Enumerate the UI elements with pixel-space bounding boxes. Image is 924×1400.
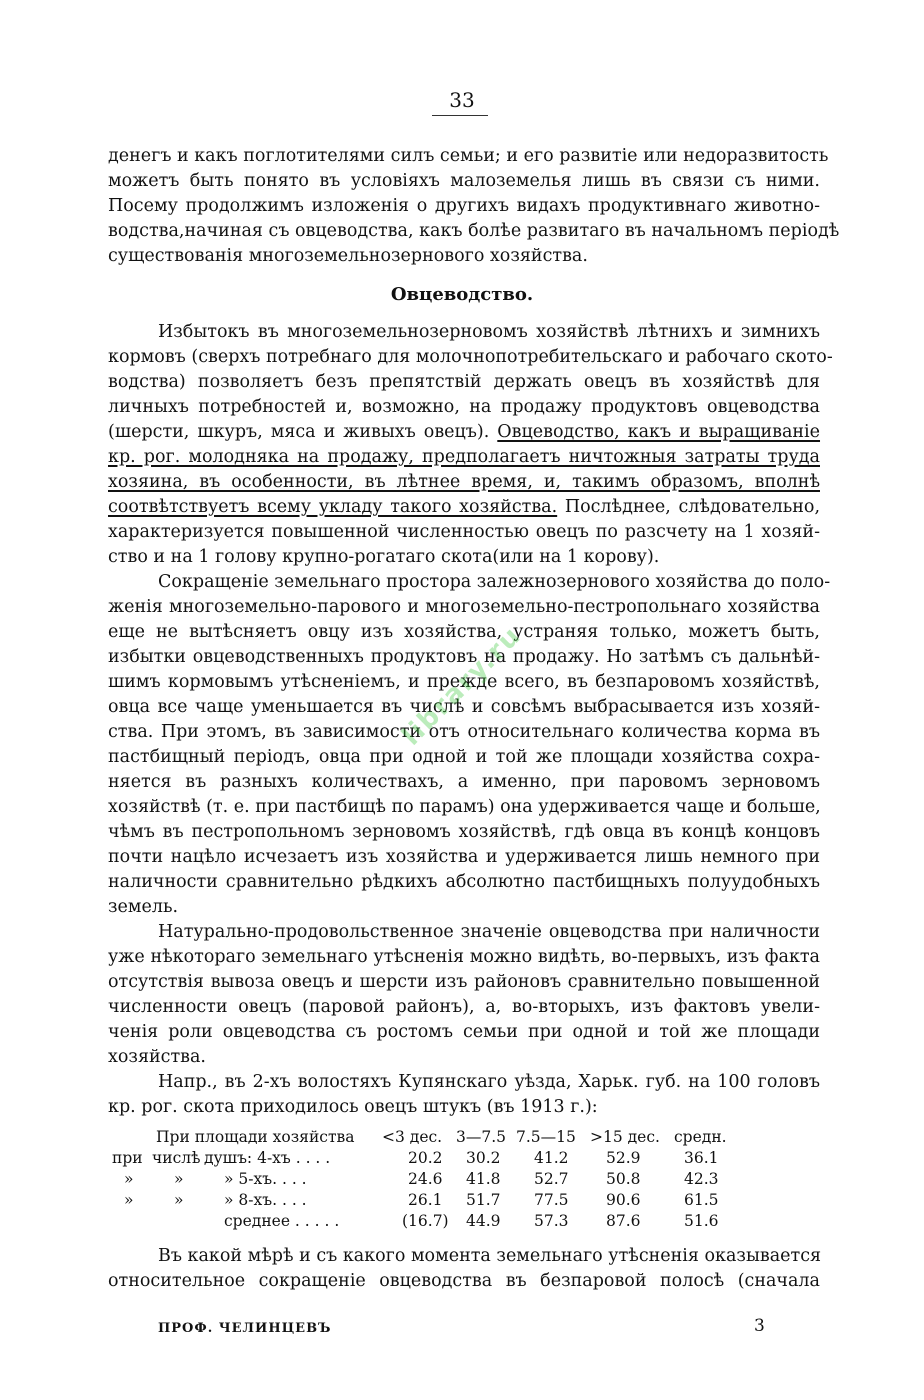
text-line: Натурально-продовольственное значеніе овцеводства при наличности (158, 922, 820, 942)
row-label-part: при (112, 1149, 143, 1167)
text-line: относительное сокращеніе овцеводства въ безпаровой полосѣ (сначала (108, 1271, 820, 1291)
table-cell: 44.9 (466, 1212, 501, 1230)
table-cell: 51.7 (466, 1191, 501, 1209)
row-label: среднее . . . . . (224, 1212, 340, 1230)
text-line: существованія многоземельнозернового хозяйства. (108, 246, 588, 266)
table-column-header: 7.5—15 (516, 1128, 576, 1146)
text-line (108, 495, 820, 520)
paragraph-5 (108, 1244, 820, 1294)
table-cell: 20.2 (408, 1149, 443, 1167)
paragraph-3 (108, 920, 820, 1070)
table-column-header: >15 дес. (590, 1128, 660, 1146)
text-line: характеризуется повышенной численностью овецъ по разсчету на 1 хозяй- (108, 522, 820, 542)
table-cell: 26.1 (408, 1191, 443, 1209)
text-line: чѣмъ въ пестропольномъ зерновомъ хозяйствѣ, гдѣ овца въ концѣ концовъ (108, 822, 820, 842)
row-label: » 5-хъ. . . . (224, 1170, 307, 1188)
text-line: кормовъ (сверхъ потребнаго для молочнопотребительскаго и рабочаго ското- (108, 347, 833, 367)
watermark: library.ru (396, 620, 528, 752)
table-cell: 41.2 (534, 1149, 569, 1167)
text-line: женія многоземельно-парового и многоземельно-пестропольнаго хозяйства (108, 597, 820, 617)
table-cell: (16.7) (402, 1212, 449, 1230)
text-line: ства. При этомъ, въ зависимости отъ относительнаго количества корма въ (108, 722, 820, 742)
text-line: еще не вытѣсняетъ овцу изъ хозяйства, устраняя только, можетъ быть, (108, 622, 820, 642)
text-line: уже нѣкотораго земельнаго утѣсненія можно видѣть, во-первыхъ, изъ факта (108, 947, 820, 967)
table-cell: 51.6 (684, 1212, 719, 1230)
text-line: овца все чаще уменьшается въ числѣ и совсѣмъ выбрасывается изъ хозяй- (108, 697, 820, 717)
table-cell: 52.7 (534, 1170, 569, 1188)
table-column-header: <3 дес. (382, 1128, 443, 1146)
table-cell: 41.8 (466, 1170, 501, 1188)
text-line: Напр., въ 2-хъ волостяхъ Купянскаго уѣзда, Харьк. губ. на 100 головъ (158, 1072, 820, 1092)
table-column-header: 3—7.5 (456, 1128, 507, 1146)
table-cell: 30.2 (466, 1149, 501, 1167)
underlined-line: хозяина, въ особенности, въ лѣтнее время, и, такимъ образомъ, вполнѣ (108, 472, 820, 492)
row-label: » 8-хъ. . . . (224, 1191, 307, 1209)
row-label-part: числѣ (152, 1149, 201, 1167)
table-cell: 50.8 (606, 1170, 641, 1188)
row-label-part: » (124, 1170, 134, 1188)
text-line: хозяйствѣ (т. е. при пастбищѣ по парамъ) она удерживается чаще и больше, (108, 797, 821, 817)
table-cell: 90.6 (606, 1191, 641, 1209)
footer-signature-number: 3 (754, 1316, 765, 1336)
row-label-part: » (174, 1191, 184, 1209)
plain-text: (шерсти, шкуръ, мяса и живыхъ овецъ). (108, 422, 498, 442)
text-line: численности овецъ (паровой районъ), а, во-вторыхъ, изъ фактовъ увели- (108, 997, 820, 1017)
text-line: Избытокъ въ многоземельнозерновомъ хозяйствѣ лѣтнихъ и зимнихъ (158, 322, 820, 342)
text-line: денегъ и какъ поглотителями силъ семьи; и его развитіе или недоразвитость (108, 146, 829, 166)
page-number-rule (432, 115, 488, 116)
text-line: ченія роли овцеводства съ ростомъ семьи при одной и той же площади (108, 1022, 820, 1042)
text-line (108, 420, 820, 445)
text-line: почти нацѣло исчезаетъ изъ хозяйства и удерживается лишь немного при (108, 847, 820, 867)
text-line: Посему продолжимъ изложенія о другихъ видахъ продуктивнаго животно- (108, 196, 820, 216)
table-cell: 87.6 (606, 1212, 641, 1230)
text-line: пастбищный періодъ, овца при одной и той же площади хозяйства сохра- (108, 747, 820, 767)
underlined-text: Овцеводство, какъ и выращиваніе (497, 422, 821, 442)
intro-paragraph (108, 144, 840, 269)
text-line: наличности сравнительно рѣдкихъ абсолютно пастбищныхъ полуудобныхъ (108, 872, 820, 892)
paragraph-1 (108, 320, 833, 570)
paragraph-2 (108, 570, 831, 920)
table-cell: 77.5 (534, 1191, 569, 1209)
row-label-part: » (174, 1170, 184, 1188)
table-cell: 57.3 (534, 1212, 569, 1230)
section-heading: Овцеводство. (390, 284, 534, 305)
underlined-line: кр. рог. молодняка на продажу, предполагаетъ ничтожныя затраты труда (108, 447, 820, 467)
text-line: личныхъ потребностей и, возможно, на продажу продуктовъ овцеводства (108, 397, 820, 417)
text-line: няется въ разныхъ количествахъ, а именно, при паровомъ зерновомъ (108, 772, 820, 792)
table-cell: 42.3 (684, 1170, 719, 1188)
table-cell: 52.9 (606, 1149, 641, 1167)
text-line: хозяйства. (108, 1047, 206, 1067)
text-line: водства) позволяетъ безъ препятствій держать овецъ въ хозяйствѣ для (108, 372, 820, 392)
text-line: земель. (108, 897, 179, 917)
text-line: ство и на 1 голову крупно-рогатаго скота(или на 1 корову). (108, 547, 660, 567)
page-number: 33 (449, 88, 475, 112)
table-column-header: средн. (674, 1128, 727, 1146)
footer-author: ПРОФ. ЧЕЛИНЦЕВЪ (158, 1321, 332, 1336)
text-line: водства,начиная съ овцеводства, какъ болѣе развитаго въ начальномъ періодѣ (108, 221, 840, 241)
table-header-label: При площади хозяйства (156, 1128, 355, 1146)
paragraph-4 (108, 1070, 820, 1120)
text-line: Сокращеніе земельнаго простора залежнозернового хозяйства до поло- (158, 572, 831, 592)
table-cell: 24.6 (408, 1170, 443, 1188)
text-line: можетъ быть понято въ условіяхъ малоземелья лишь въ связи съ ними. (108, 171, 820, 191)
text-line: Въ какой мѣрѣ и съ какого момента земельнаго утѣсненія оказывается (158, 1246, 822, 1266)
table-cell: 61.5 (684, 1191, 719, 1209)
plain-text: Послѣднее, слѣдовательно, (557, 497, 821, 517)
text-line: кр. рог. скота приходилось овецъ штукъ (въ 1913 г.): (108, 1097, 598, 1117)
table-cell: 36.1 (684, 1149, 719, 1167)
text-line: шимъ кормовымъ утѣсненіемъ, и прежде всего, въ безпаровомъ хозяйствѣ, (108, 672, 820, 692)
row-label-part: » (124, 1191, 134, 1209)
text-line: отсутствія вывоза овецъ и шерсти изъ районовъ сравнительно повышенной (108, 972, 820, 992)
row-label: душъ: 4-хъ . . . . (204, 1149, 331, 1167)
underlined-text: соотвѣтствуетъ всему укладу такого хозяйства. (108, 497, 558, 517)
text-line: избытки овцеводственныхъ продуктовъ на продажу. Но затѣмъ съ дальнѣй- (108, 647, 820, 667)
